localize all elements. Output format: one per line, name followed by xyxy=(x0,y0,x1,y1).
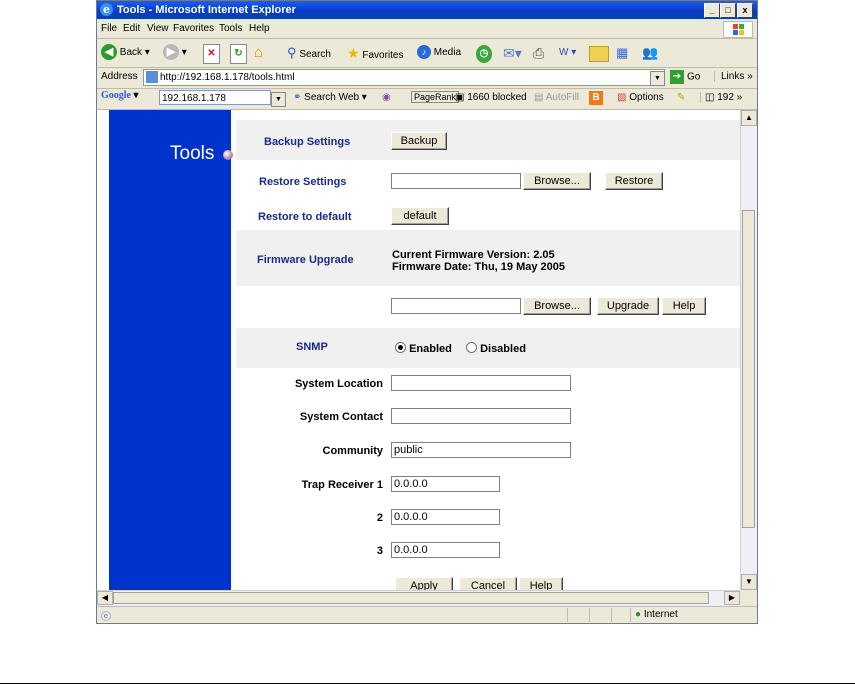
security-zone: ● Internet xyxy=(630,608,755,622)
scroll-right-icon[interactable]: ▶ xyxy=(724,591,740,605)
status-section xyxy=(567,608,588,622)
bullet-icon xyxy=(223,150,233,160)
address-input[interactable]: http://192.168.1.178/tools.html xyxy=(143,69,665,86)
firmware-browse-button[interactable]: Browse... xyxy=(523,297,591,315)
autofill-icon: ▤ xyxy=(534,92,544,103)
address-label: Address xyxy=(101,71,138,82)
stop-icon[interactable]: ✕ xyxy=(203,44,220,64)
messenger-icon[interactable]: 👥 xyxy=(642,45,659,60)
print-icon[interactable]: ⎙ xyxy=(533,45,545,61)
help-button[interactable]: Help xyxy=(519,577,563,590)
community-label: Community xyxy=(322,445,383,457)
menu-view[interactable]: View xyxy=(147,23,169,34)
scroll-left-icon[interactable]: ◀ xyxy=(97,591,113,605)
trap-receiver-2-label: 2 xyxy=(376,512,383,524)
community-input[interactable]: public xyxy=(391,442,571,458)
restore-button[interactable]: Restore xyxy=(605,172,663,190)
highlighter-icon[interactable]: ✎ xyxy=(677,92,686,103)
snmp-disabled-option[interactable]: Disabled xyxy=(466,342,526,355)
backup-settings-label: Backup Settings xyxy=(264,136,351,148)
snmp-enabled-radio[interactable] xyxy=(395,342,406,353)
word-find-button[interactable]: ◫ 192 » xyxy=(700,92,742,103)
upgrade-button[interactable]: Upgrade xyxy=(597,297,659,315)
maximize-button[interactable]: □ xyxy=(720,3,736,18)
trap-receiver-2-input[interactable]: 0.0.0.0 xyxy=(391,509,500,525)
star-icon: ★ xyxy=(347,45,360,61)
mail-icon[interactable]: ✉▾ xyxy=(503,45,522,61)
restore-default-label: Restore to default xyxy=(258,211,352,223)
menu-bar xyxy=(97,20,757,39)
default-button[interactable]: default xyxy=(391,207,449,225)
browser-window xyxy=(96,0,758,624)
go-arrow-icon: ➔ xyxy=(670,70,684,84)
go-button[interactable]: ➔ Go xyxy=(670,70,700,84)
title-bar xyxy=(97,1,757,19)
back-button[interactable]: ◀ Back ▾ xyxy=(101,44,150,62)
refresh-icon[interactable]: ↻ xyxy=(230,44,247,64)
menu-file[interactable]: File xyxy=(101,23,118,34)
menu-edit[interactable]: Edit xyxy=(123,23,141,34)
standard-toolbar xyxy=(97,39,757,68)
media-icon: ♪ xyxy=(417,45,431,59)
address-bar xyxy=(97,68,757,89)
snmp-enabled-option[interactable]: Enabled xyxy=(395,342,452,355)
edit-icon[interactable]: W ▾ xyxy=(559,47,577,58)
word-find-icon: ◫ xyxy=(705,92,715,103)
windows-logo-icon xyxy=(723,21,753,38)
trap-receiver-1-label: Trap Receiver 1 xyxy=(301,479,383,491)
popup-blocker-icon: ▣ xyxy=(455,92,465,103)
minimize-button[interactable]: _ xyxy=(704,3,720,18)
menu-help[interactable]: Help xyxy=(249,23,270,34)
page-status-icon: ⓔ xyxy=(101,612,111,623)
cancel-button[interactable]: Cancel xyxy=(459,577,517,590)
vertical-scroll-thumb[interactable] xyxy=(742,210,755,528)
horizontal-scrollbar[interactable] xyxy=(97,590,740,606)
address-dropdown-icon[interactable]: ▼ xyxy=(650,71,665,86)
options-icon: ▧ xyxy=(617,92,627,103)
discuss-icon[interactable] xyxy=(589,46,609,62)
links-button[interactable]: Links » xyxy=(714,71,753,82)
menu-tools[interactable]: Tools xyxy=(219,23,243,34)
firmware-version: Current Firmware Version: 2.05 xyxy=(392,249,555,261)
autofill-button[interactable]: ▤ AutoFill xyxy=(534,92,580,103)
ie-logo-icon: e xyxy=(100,3,113,16)
snmp-label: SNMP xyxy=(296,341,328,353)
horizontal-scroll-thumb[interactable] xyxy=(113,592,709,604)
pagerank-icon: ◉ xyxy=(382,92,391,103)
snmp-disabled-radio[interactable] xyxy=(466,342,477,353)
firmware-help-button[interactable]: Help xyxy=(662,297,706,315)
scroll-down-icon[interactable]: ▼ xyxy=(741,574,757,590)
research-icon[interactable]: ▦ xyxy=(616,45,629,60)
backup-button[interactable]: Backup xyxy=(391,132,447,150)
menu-favorites[interactable]: Favorites xyxy=(173,23,215,34)
trap-receiver-3-label: 3 xyxy=(376,545,383,557)
media-button[interactable]: ♪ Media xyxy=(417,44,461,62)
options-button[interactable]: ▧ Options xyxy=(617,92,664,103)
favorites-button[interactable]: ★ Favorites xyxy=(347,45,404,61)
back-arrow-icon: ◀ xyxy=(101,44,117,60)
trap-receiver-1-input[interactable]: 0.0.0.0 xyxy=(391,476,500,492)
system-location-input[interactable] xyxy=(391,375,571,391)
window-title: Tools - Microsoft Internet Explorer xyxy=(117,4,296,16)
trap-receiver-3-input[interactable]: 0.0.0.0 xyxy=(391,542,500,558)
page-content xyxy=(97,110,740,590)
history-icon[interactable]: ◷ xyxy=(476,45,492,63)
blogger-icon[interactable]: B xyxy=(589,91,603,105)
scroll-up-icon[interactable]: ▲ xyxy=(741,110,757,126)
popup-blocker-button[interactable]: ▣ 1660 blocked xyxy=(455,92,527,103)
page-icon xyxy=(146,71,158,83)
status-bar xyxy=(97,606,757,624)
status-section xyxy=(611,608,632,622)
status-section xyxy=(589,608,610,622)
google-dropdown-icon[interactable]: ▼ xyxy=(271,92,286,107)
restore-settings-label: Restore Settings xyxy=(259,176,347,188)
pagerank-button[interactable]: PageRank xyxy=(411,92,459,102)
system-contact-input[interactable] xyxy=(391,408,571,424)
firmware-upgrade-label: Firmware Upgrade xyxy=(257,254,354,266)
forward-arrow-icon: ▶ xyxy=(163,44,179,60)
search-icon: ⚲ xyxy=(287,45,297,60)
system-contact-label: System Contact xyxy=(299,411,383,423)
globe-icon: ● xyxy=(635,609,642,620)
google-toolbar xyxy=(97,89,757,110)
google-logo[interactable]: Google ▾ xyxy=(101,90,139,101)
home-icon[interactable]: ⌂ xyxy=(254,44,264,61)
restore-file-input[interactable] xyxy=(391,173,521,189)
system-location-label: System Location xyxy=(294,378,383,390)
google-search-input[interactable]: 192.168.1.178 xyxy=(159,90,271,105)
firmware-date: Firmware Date: Thu, 19 May 2005 xyxy=(392,261,566,273)
forward-button[interactable]: ▶ ▾ xyxy=(163,44,187,62)
search-web-button[interactable]: ⚭ Search Web ▾ xyxy=(293,92,367,103)
left-navigation-panel xyxy=(109,110,231,590)
restore-browse-button[interactable]: Browse... xyxy=(523,172,591,190)
search-button[interactable]: ⚲ Search xyxy=(287,45,331,60)
firmware-file-input[interactable] xyxy=(391,298,521,314)
sidebar-title: Tools xyxy=(170,143,215,164)
apply-button[interactable]: Apply xyxy=(395,577,453,590)
vertical-scrollbar[interactable] xyxy=(740,110,757,590)
binoculars-icon: ⚭ xyxy=(293,92,302,103)
close-button[interactable]: x xyxy=(737,3,753,18)
